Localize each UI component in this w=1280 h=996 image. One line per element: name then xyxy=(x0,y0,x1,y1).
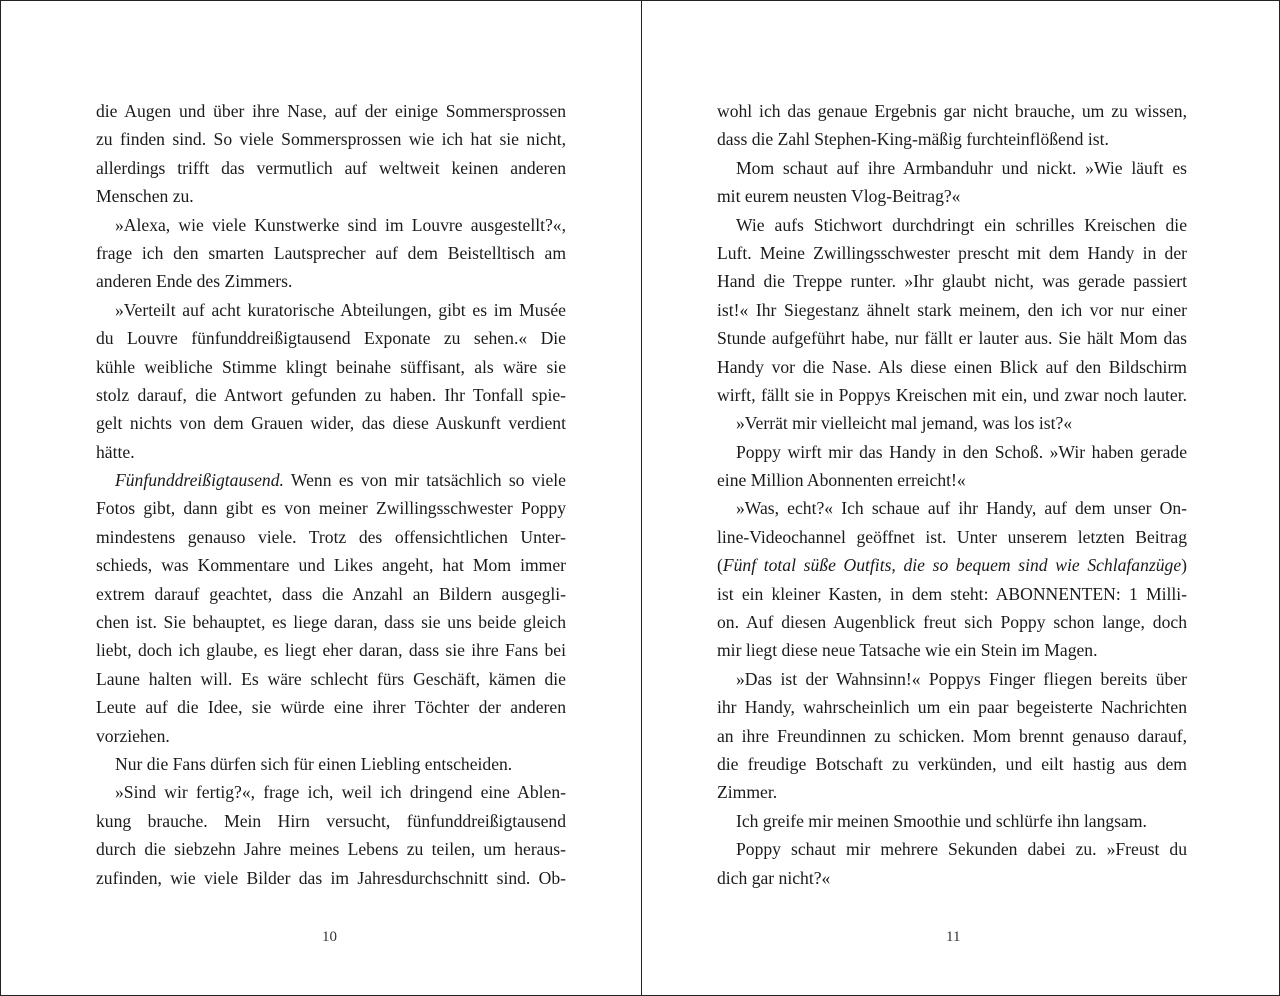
text-line: Fotos gibt, dann gibt es von meiner Zwillingsschwester Poppy xyxy=(96,498,566,519)
text-line: die freudige Botschaft zu verkünden, und eilt hastig aus dem xyxy=(717,753,1187,774)
text-line-rest: ) xyxy=(1181,555,1187,576)
text-line: Luft. Meine Zwillingsschwester prescht mit dem Handy in der xyxy=(717,242,1187,263)
text-line: zufinden, wie viele Bilder das im Jahresdurchschnitt sind. Ob- xyxy=(96,867,566,888)
text-line: wirft, fällt sie in Poppys Kreischen mit ein, und zwar noch lauter. xyxy=(717,384,1187,405)
left-page-text xyxy=(96,97,566,892)
text-line: Laune halten will. Es wäre schlecht fürs Geschäft, kämen die xyxy=(96,668,566,689)
text-line xyxy=(96,466,566,494)
italic-title: Fünf total süße Outfits, die so bequem sind wie Schlafanzüge xyxy=(722,555,1182,576)
text-line: »Verrät mir vielleicht mal jemand, was los ist?« xyxy=(736,413,1073,434)
text-line: dass die Zahl Stephen-King-mäßig furchteinflößend ist. xyxy=(717,129,1109,150)
text-line: gelt nichts von dem Grauen wider, das diese Auskunft verdient xyxy=(96,413,566,434)
italic-phrase: Fünfunddreißigtausend. xyxy=(115,470,284,491)
text-line: »Das ist der Wahnsinn!« Poppys Finger fliegen bereits über xyxy=(736,668,1187,689)
text-line: ihr Handy, wahrscheinlich um ein paar begeisterte Nachrichten xyxy=(717,697,1187,718)
right-page-text xyxy=(717,97,1187,892)
text-line: dich gar nicht?« xyxy=(717,867,831,888)
text-line: kung brauche. Mein Hirn versucht, fünfunddreißigtausend xyxy=(96,810,566,831)
text-line: Hand die Treppe runter. »Ihr glaubt nicht, was gerade passiert xyxy=(717,271,1187,292)
text-line: allerdings trifft das vermutlich auf weltweit keinen anderen xyxy=(96,157,566,178)
text-line: ist!« Ihr Siegestanz ähnelt stark meinem, den ich vor nur einer xyxy=(717,299,1187,320)
text-line: Stunde aufgeführt habe, nur fällt er lauter aus. Sie hält Mom das xyxy=(717,328,1187,349)
text-line: extrem darauf geachtet, dass die Anzahl an Bildern ausgegli- xyxy=(96,583,566,604)
text-line: »Was, echt?« Ich schaue auf ihr Handy, auf dem unser On- xyxy=(736,498,1187,519)
text-line: durch die siebzehn Jahre meines Lebens zu teilen, um heraus- xyxy=(96,839,566,860)
page-number-right: 11 xyxy=(946,929,961,945)
text-line: »Sind wir fertig?«, frage ich, weil ich dringend eine Ablen- xyxy=(115,782,566,803)
text-line: du Louvre fünfunddreißigtausend Exponate zu sehen.« Die xyxy=(96,328,566,349)
text-line: Zimmer. xyxy=(717,782,778,803)
text-line-pre: ( xyxy=(717,555,723,576)
text-line: Mom schaut auf ihre Armbanduhr und nickt. »Wie läuft es xyxy=(736,157,1187,178)
text-line: line-Videochannel geöffnet ist. Unter unserem letzten Beitrag xyxy=(717,526,1187,547)
text-line: Handy vor die Nase. Als diese einen Blick auf den Bildschirm xyxy=(717,356,1187,377)
text-line: mit eurem neusten Vlog-Beitrag?« xyxy=(717,186,961,207)
text-line: wohl ich das genaue Ergebnis gar nicht brauche, um zu wissen, xyxy=(717,101,1187,121)
text-line: Poppy schaut mir mehrere Sekunden dabei zu. »Freust du xyxy=(736,839,1187,860)
text-line xyxy=(717,551,1187,579)
text-line: zu finden sind. So viele Sommersprossen wie ich hat sie nicht, xyxy=(96,129,566,150)
text-line-rest: Wenn es von mir tatsächlich so viele xyxy=(283,470,566,491)
text-line: frage ich den smarten Lautsprecher auf dem Beistelltisch am xyxy=(96,242,566,263)
text-line: ist ein kleiner Kasten, in dem steht: ABONNENTEN: 1 Milli- xyxy=(717,583,1187,604)
text-line: »Alexa, wie viele Kunstwerke sind im Louvre ausgestellt?«, xyxy=(115,214,566,235)
text-line: schieds, was Kommentare und Likes angeht, hat Mom immer xyxy=(96,555,566,576)
text-line: kühle weibliche Stimme klingt beinahe süffisant, als wäre sie xyxy=(96,356,566,377)
text-line: vorziehen. xyxy=(96,725,170,746)
text-line: liebt, doch ich glaube, es liegt eher daran, dass sie ihre Fans bei xyxy=(96,640,566,661)
text-line: Wie aufs Stichwort durchdringt ein schrilles Kreischen die xyxy=(736,214,1187,235)
text-line: mir liegt diese neue Tatsache wie ein Stein im Magen. xyxy=(717,640,1098,661)
text-line: on. Auf diesen Augenblick freut sich Poppy schon lange, doch xyxy=(717,612,1187,633)
text-line: anderen Ende des Zimmers. xyxy=(96,271,293,292)
text-line: Menschen zu. xyxy=(96,186,194,207)
text-line: Poppy wirft mir das Handy in den Schoß. »Wir haben gerade xyxy=(736,441,1187,462)
text-line: Nur die Fans dürfen sich für einen Liebling entscheiden. xyxy=(115,753,513,774)
text-line: eine Million Abonnenten erreicht!« xyxy=(717,470,966,491)
text-line: an ihre Freundinnen zu schicken. Mom brennt genauso darauf, xyxy=(717,725,1187,746)
page-number-left: 10 xyxy=(322,929,337,945)
text-line: Ich greife mir meinen Smoothie und schlürfe ihn langsam. xyxy=(736,810,1147,831)
text-line: stolz darauf, die Antwort gefunden zu haben. Ihr Tonfall spie- xyxy=(96,384,566,405)
text-line: chen ist. Sie behauptet, es liege daran, dass sie uns beide gleich xyxy=(96,612,566,633)
text-line: hätte. xyxy=(96,441,135,462)
text-line: Leute auf die Idee, sie würde eine ihrer Töchter der anderen xyxy=(96,697,566,718)
text-line: »Verteilt auf acht kuratorische Abteilungen, gibt es im Musée xyxy=(115,299,566,320)
text-line: die Augen und über ihre Nase, auf der einige Sommersprossen xyxy=(96,101,566,121)
text-line: mindestens genauso viele. Trotz des offensichtlichen Unter- xyxy=(96,526,566,547)
page-gutter-divider xyxy=(641,1,642,995)
